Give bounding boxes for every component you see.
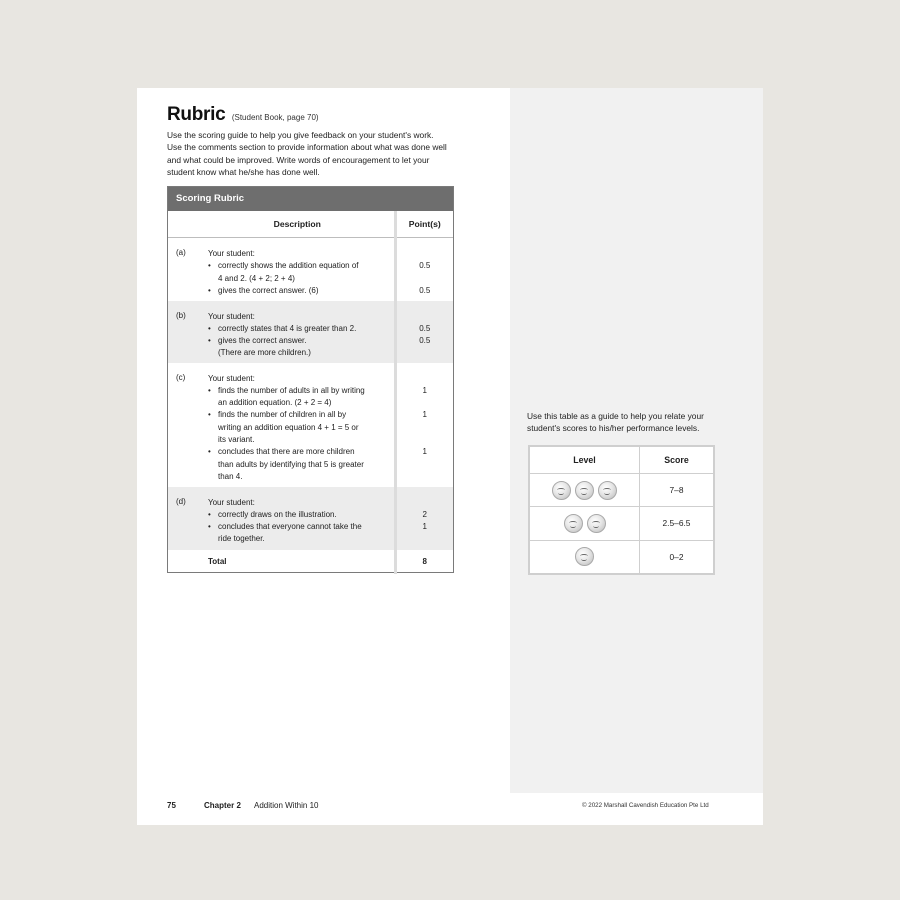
copyright-notice: © 2022 Marshall Cavendish Education Pte Ltd xyxy=(582,802,709,809)
rubric-row-c xyxy=(168,363,453,487)
criterion-bullet xyxy=(208,446,388,483)
level-score: 2.5–6.5 xyxy=(640,507,714,540)
row-description xyxy=(201,301,395,363)
chapter-label: Chapter 2 xyxy=(204,801,241,810)
points-value: 2 xyxy=(422,509,427,519)
total-label: Total xyxy=(208,557,227,566)
smiley-face-icon xyxy=(575,547,594,566)
criterion-bullet xyxy=(208,260,388,285)
criterion-line: finds the number of children in all by xyxy=(218,410,347,420)
bullet-dot: • xyxy=(208,385,211,395)
points-value: 1 xyxy=(422,410,427,420)
page-number: 75 xyxy=(167,801,176,810)
page-subtitle: (Student Book, page 70) xyxy=(231,113,319,122)
row-intro: Your student: xyxy=(208,249,255,258)
row-points xyxy=(395,238,453,301)
criterion-line: than 4. xyxy=(218,471,243,481)
row-letter: (d) xyxy=(176,496,186,506)
criterion-line: finds the number of adults in all by writing xyxy=(218,385,365,395)
criterion-line: (There are more children.) xyxy=(218,348,311,358)
row-points xyxy=(395,487,453,550)
guide-line: student's scores to his/her performance levels. xyxy=(527,423,700,434)
criterion-line: concludes that everyone cannot take the xyxy=(218,522,362,532)
criterion-line: gives the correct answer. (6) xyxy=(218,285,319,295)
chapter-title: Addition Within 10 xyxy=(254,801,319,810)
bullet-dot: • xyxy=(208,336,211,346)
row-letter: (a) xyxy=(176,248,186,257)
row-points xyxy=(395,301,453,363)
rubric-header-blank xyxy=(168,211,201,238)
total-points: 8 xyxy=(395,550,453,574)
rubric-row-b xyxy=(168,301,453,363)
criterion-line: than adults by identifying that 5 is greater xyxy=(218,459,364,469)
bullet-dot: • xyxy=(208,447,211,457)
right-panel xyxy=(510,88,763,793)
points-value: 1 xyxy=(422,522,427,532)
level-faces xyxy=(530,474,640,507)
smiley-face-icon xyxy=(598,481,617,500)
bullet-dot: • xyxy=(208,261,211,271)
rubric-heading: Scoring Rubric xyxy=(168,187,453,211)
criterion-line: gives the correct answer. xyxy=(218,336,307,346)
bullet-dot: • xyxy=(208,509,211,519)
smiley-face-icon xyxy=(564,514,583,533)
rubric-row-d xyxy=(168,487,453,550)
criterion-line: its variant. xyxy=(218,434,255,444)
rubric-header-points: Point(s) xyxy=(395,211,453,238)
level-score: 0–2 xyxy=(640,540,714,573)
row-description xyxy=(201,487,395,550)
guide-line: Use this table as a guide to help you relate your xyxy=(527,411,704,421)
criterion-line: writing an addition equation 4 + 1 = 5 or xyxy=(218,422,359,432)
level-faces xyxy=(530,540,640,573)
level-score: 7–8 xyxy=(640,474,714,507)
intro-line: student know what he/she has done well. xyxy=(167,166,320,177)
row-description xyxy=(201,238,395,301)
criterion-bullet xyxy=(208,521,388,546)
intro-line: Use the scoring guide to help you give feedback on your student's work. xyxy=(167,130,434,140)
points-value: 0.5 xyxy=(419,336,431,346)
row-intro: Your student: xyxy=(208,373,255,383)
row-letter: (c) xyxy=(176,372,186,382)
criterion-bullet xyxy=(208,323,388,335)
criterion-bullet xyxy=(208,385,388,410)
criterion-line: correctly draws on the illustration. xyxy=(218,509,337,519)
intro-line: Use the comments section to provide information about what was done well xyxy=(167,142,447,153)
points-value: 1 xyxy=(422,447,427,457)
criterion-line: ride together. xyxy=(218,534,265,544)
levels-header-score: Score xyxy=(640,447,714,474)
row-letter: (b) xyxy=(176,310,186,320)
rubric-header-description: Description xyxy=(201,211,395,238)
criterion-bullet xyxy=(208,409,388,446)
criterion-line: 4 and 2. (4 + 2; 2 + 4) xyxy=(218,273,295,283)
performance-levels-table xyxy=(528,445,715,575)
smiley-face-icon xyxy=(587,514,606,533)
levels-header-level: Level xyxy=(530,447,640,474)
points-value: 0.5 xyxy=(419,285,431,295)
bullet-dot: • xyxy=(208,410,211,420)
points-value: 0.5 xyxy=(419,323,431,333)
bullet-dot: • xyxy=(208,522,211,532)
criterion-line: concludes that there are more children xyxy=(218,447,355,457)
title-block xyxy=(167,104,319,126)
row-intro: Your student: xyxy=(208,311,255,321)
page-title: Rubric xyxy=(167,104,226,125)
level-faces xyxy=(530,507,640,540)
row-description xyxy=(201,363,395,487)
smiley-face-icon xyxy=(575,481,594,500)
levels-guide-text xyxy=(527,410,732,435)
level-row xyxy=(530,507,714,540)
intro-line: and what could be improved. Write words of encouragement to let your xyxy=(167,154,430,165)
criterion-bullet xyxy=(208,509,388,521)
row-points xyxy=(395,363,453,487)
criterion-line: an addition equation. (2 + 2 = 4) xyxy=(218,398,332,408)
intro-text xyxy=(167,129,472,178)
criterion-bullet xyxy=(208,285,388,297)
criterion-line: correctly states that 4 is greater than 2. xyxy=(218,323,357,333)
level-row xyxy=(530,474,714,507)
level-row xyxy=(530,540,714,573)
row-intro: Your student: xyxy=(208,497,255,507)
total-blank xyxy=(168,550,201,574)
bullet-dot: • xyxy=(208,285,211,295)
criterion-line: correctly shows the addition equation of xyxy=(218,261,359,271)
points-value: 0.5 xyxy=(419,261,431,271)
smiley-face-icon xyxy=(552,481,571,500)
bullet-dot: • xyxy=(208,323,211,333)
scoring-rubric-table xyxy=(167,186,454,573)
points-value: 1 xyxy=(422,385,427,395)
worksheet-page xyxy=(137,88,763,825)
rubric-row-total xyxy=(168,550,453,574)
rubric-row-a xyxy=(168,238,453,301)
criterion-bullet xyxy=(208,335,388,360)
